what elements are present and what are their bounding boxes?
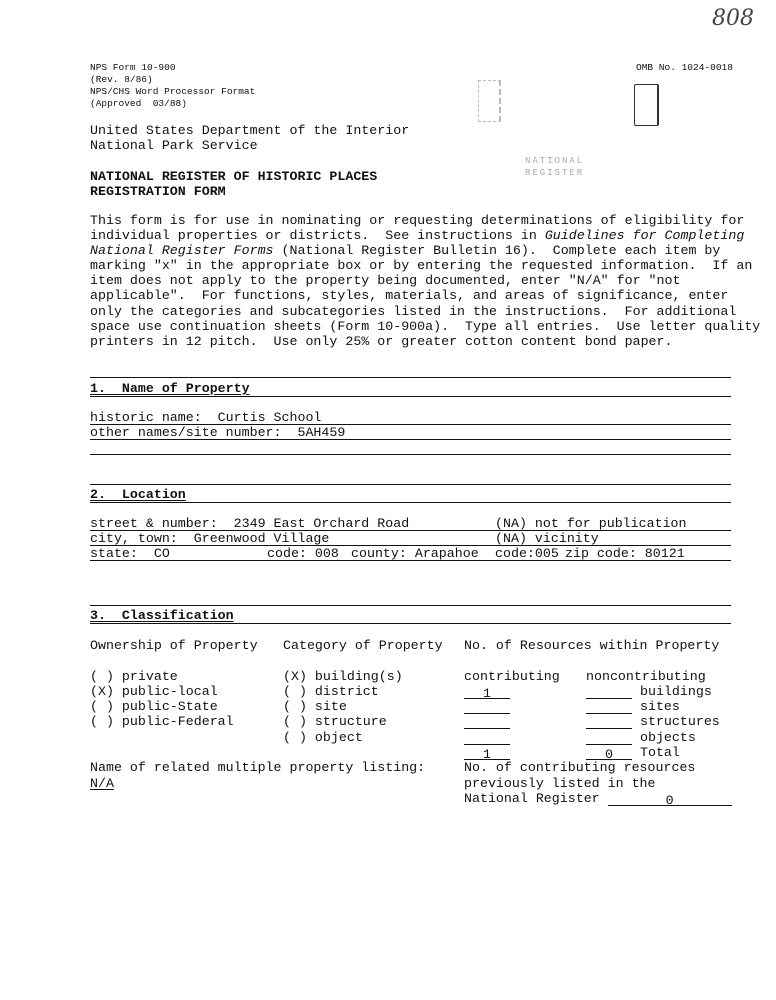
county: county: Arapahoe [351, 546, 479, 561]
noncontributing-buildings [586, 686, 632, 699]
ownership-private: ( ) private [90, 669, 178, 684]
stamp-bracket-mark [634, 84, 659, 126]
vicinity: (NA) vicinity [495, 531, 599, 546]
intro-line-5: item does not apply to the property being documented, enter "N/A" for "not [90, 273, 681, 288]
section-2-top-rule [90, 484, 731, 485]
guidelines-title: Guidelines for Completing [544, 228, 745, 243]
contributing-total: 1 [464, 747, 510, 760]
form-number-line: NPS Form 10-900 [90, 62, 176, 73]
contributing-structures [464, 716, 510, 729]
resource-row-total [464, 745, 510, 763]
related-listing-label: Name of related multiple property listing: [90, 760, 426, 775]
intro-line-7: only the categories and subcategories listed in the instructions. For additional [90, 304, 737, 319]
section-3-heading: 3. Classification [90, 608, 234, 623]
not-for-publication: (NA) not for publication [495, 516, 687, 531]
category-header: Category of Property [283, 638, 443, 653]
category-structure: ( ) structure [283, 714, 387, 729]
resource-row-sites-non [586, 699, 680, 714]
resource-label-objects: objects [639, 730, 696, 745]
section-2-heading-rule [90, 502, 731, 503]
intro-line-4: marking "x" in the appropriate box or by entering the requested information. If an [90, 258, 753, 273]
faint-stamp-text-1: NATIONAL [525, 156, 585, 166]
prev-listed-line-3: National Register 0 [464, 791, 732, 806]
resource-label-buildings: buildings [639, 684, 712, 699]
noncontributing-total: 0 [586, 747, 632, 760]
ownership-public-local: (X) public-local [90, 684, 218, 699]
historic-name: historic name: Curtis School [90, 410, 322, 425]
resource-row-objects-non [586, 730, 696, 745]
resource-label-structures: structures [639, 714, 720, 729]
resources-header: No. of Resources within Property [464, 638, 720, 653]
prev-listed-line-2: previously listed in the [464, 776, 656, 791]
resource-row-sites [464, 699, 510, 714]
form-revision-line: (Rev. 8/86) [90, 74, 153, 85]
form-title-line-1: NATIONAL REGISTER OF HISTORIC PLACES [90, 169, 378, 184]
resource-label-total: Total [639, 745, 680, 760]
county-code: code:005 [495, 546, 559, 561]
intro-line-2: individual properties or districts. See instructions in Guidelines for Completing [90, 228, 745, 243]
zip-code: zip code: 80121 [565, 546, 685, 561]
contributing-sites [464, 701, 510, 714]
faint-stamp-mark [478, 80, 501, 122]
city-town: city, town: Greenwood Village [90, 531, 330, 546]
nr-forms-title: National Register Forms [90, 243, 274, 258]
noncontributing-header: noncontributing [586, 669, 706, 684]
agency-service: National Park Service [90, 138, 258, 153]
resource-label-sites: sites [639, 699, 680, 714]
agency-department: United States Department of the Interior [90, 123, 410, 138]
prev-listed-line-1: No. of contributing resources [464, 760, 696, 775]
noncontributing-sites [586, 701, 632, 714]
noncontributing-structures [586, 716, 632, 729]
other-names: other names/site number: 5AH459 [90, 425, 346, 440]
intro-line-9: printers in 12 pitch. Use only 25% or greater cotton content bond paper. [90, 334, 673, 349]
intro-line-8: space use continuation sheets (Form 10-900a). Type all entries. Use letter quality [90, 319, 761, 334]
resource-row-structures-non [586, 714, 720, 729]
handwritten-page-number: 808 [712, 6, 754, 31]
resource-row-structures [464, 714, 510, 729]
state: state: CO [90, 546, 170, 561]
other-names-rule [90, 439, 731, 440]
section-1-heading: 1. Name of Property [90, 381, 250, 396]
faint-stamp-text-2: REGISTER [525, 168, 585, 178]
omb-number: OMB No. 1024-0018 [636, 62, 733, 73]
resource-row-total-non [586, 745, 680, 763]
resource-row-buildings [464, 684, 510, 702]
ownership-public-state: ( ) public-State [90, 699, 218, 714]
section-3-top-rule [90, 605, 731, 606]
state-rule [90, 560, 731, 561]
ownership-header: Ownership of Property [90, 638, 258, 653]
contributing-header: contributing [464, 669, 560, 684]
ownership-public-federal: ( ) public-Federal [90, 714, 234, 729]
section-3-heading-rule [90, 623, 731, 624]
prev-listed-value: 0 [608, 793, 732, 806]
contributing-buildings: 1 [464, 686, 510, 699]
form-title-line-2: REGISTRATION FORM [90, 184, 226, 199]
related-listing-value: N/A [90, 776, 114, 791]
category-buildings: (X) building(s) [283, 669, 403, 684]
section-1-heading-rule [90, 396, 731, 397]
category-site: ( ) site [283, 699, 347, 714]
category-district: ( ) district [283, 684, 379, 699]
resource-row-objects [464, 730, 510, 745]
noncontributing-objects [586, 732, 632, 745]
state-code: code: 008 [267, 546, 339, 561]
intro-line-6: applicable". For functions, styles, materials, and areas of significance, enter [90, 288, 729, 303]
category-object: ( ) object [283, 730, 363, 745]
section-1-bottom-rule [90, 454, 731, 455]
form-format-line: NPS/CHS Word Processor Format [90, 86, 256, 97]
street-number: street & number: 2349 East Orchard Road [90, 516, 410, 531]
contributing-objects [464, 732, 510, 745]
resource-row-buildings-non [586, 684, 712, 699]
section-2-heading: 2. Location [90, 487, 186, 502]
form-approved-line: (Approved 03/88) [90, 98, 187, 109]
intro-line-1: This form is for use in nominating or requesting determinations of eligibility for [90, 213, 745, 228]
section-1-top-rule [90, 377, 731, 378]
intro-line-3: National Register Forms (National Register Bulletin 16). Complete each item by [90, 243, 721, 258]
